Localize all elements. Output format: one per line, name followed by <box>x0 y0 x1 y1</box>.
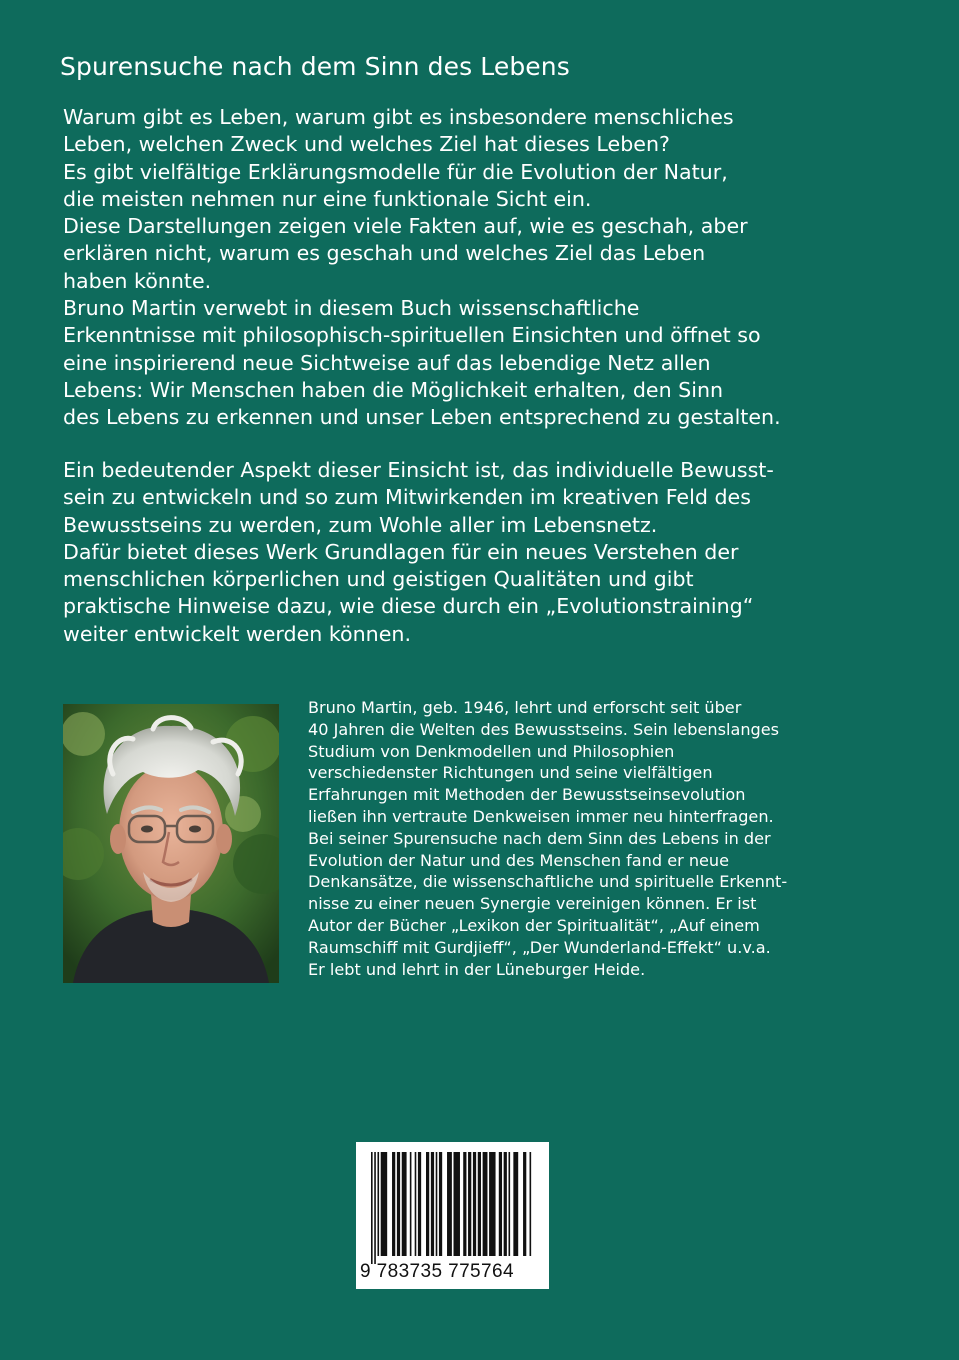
bio-line: ließen ihn vertraute Denkweisen immer neu hinterfragen. <box>308 806 774 826</box>
barcode-bar <box>381 1152 387 1256</box>
barcode-bar <box>504 1152 507 1256</box>
barcode-bar <box>410 1152 412 1256</box>
bio-line: Bei seiner Spurensuche nach dem Sinn des Lebens in der <box>308 828 771 848</box>
barcode-guard-bar <box>371 1152 373 1264</box>
blurb-line: sein zu entwickeln und so zum Mitwirkenden im kreativen Feld des <box>63 485 751 510</box>
barcode-bar <box>426 1152 429 1256</box>
author-bio <box>308 697 848 980</box>
blurb-line: Diese Darstellungen zeigen viele Fakten auf, wie es geschah, aber <box>63 214 748 239</box>
bio-line: 40 Jahren die Welten des Bewusstseins. Sein lebenslanges <box>308 719 780 739</box>
isbn-number: 9 783735 775764 <box>360 1261 514 1282</box>
barcode-bar <box>418 1152 421 1256</box>
barcode-bar <box>513 1152 518 1256</box>
blurb-paragraph-1 <box>63 104 863 432</box>
bio-line: verschiedenster Richtungen und seine vielfältigen <box>308 763 713 783</box>
barcode-bar <box>473 1152 476 1256</box>
barcode-bar <box>439 1152 442 1256</box>
barcode-bar <box>499 1152 502 1256</box>
author-photo <box>63 704 279 983</box>
blurb-line: weiter entwickelt werden können. <box>63 621 412 646</box>
blurb-line: Leben, welchen Zweck und welches Ziel hat dieses Leben? <box>63 132 670 157</box>
barcode-bar <box>509 1152 511 1256</box>
barcode-guard-bar <box>374 1152 376 1264</box>
barcode-bar <box>436 1152 438 1256</box>
barcode-bar <box>530 1152 532 1256</box>
blurb-line: Es gibt vielfältige Erklärungsmodelle für die Evolution der Natur, <box>63 159 728 184</box>
barcode-bars <box>371 1152 536 1264</box>
barcode-bar <box>402 1152 407 1256</box>
bio-line: Raumschiff mit Gurdjieff“, „Der Wunderland-Effekt“ u.v.a. <box>308 937 771 957</box>
blurb-line: Bruno Martin verwebt in diesem Buch wissenschaftliche <box>63 296 640 321</box>
barcode-bar <box>377 1152 379 1256</box>
blurb-line: Dafür bietet dieses Werk Grundlagen für ein neues Verstehen der <box>63 539 739 564</box>
blurb-line: praktische Hinweise dazu, wie diese durch ein „Evolutionstraining“ <box>63 594 754 619</box>
bio-line: Evolution der Natur und des Menschen fand er neue <box>308 850 730 870</box>
barcode-bar <box>415 1152 417 1256</box>
barcode-bar <box>478 1152 481 1256</box>
barcode-bar <box>397 1152 400 1256</box>
blurb-line: menschlichen körperlichen und geistigen Qualitäten und gibt <box>63 567 694 592</box>
blurb-paragraph-2 <box>63 457 863 648</box>
barcode-bar <box>392 1152 395 1256</box>
barcode-bar <box>483 1152 488 1256</box>
barcode-bar <box>468 1152 471 1256</box>
barcode-bar <box>431 1152 434 1256</box>
barcode-bar <box>454 1152 460 1256</box>
blurb-line: Lebens: Wir Menschen haben die Möglichkeit erhalten, den Sinn <box>63 377 724 402</box>
barcode-bar <box>489 1152 495 1256</box>
blurb-line: eine inspirierend neue Sichtweise auf das lebendige Netz allen <box>63 350 711 375</box>
blurb-line: Ein bedeutender Aspekt dieser Einsicht ist, das individuelle Bewusst- <box>63 458 774 482</box>
blurb-line: haben könnte. <box>63 268 212 293</box>
bio-line: Er lebt und lehrt in der Lüneburger Heide. <box>308 959 646 979</box>
isbn-barcode <box>356 1142 549 1289</box>
bio-line: Bruno Martin, geb. 1946, lehrt und erforscht seit über <box>308 698 742 717</box>
blurb-line: die meisten nehmen nur eine funktionale Sicht ein. <box>63 186 592 211</box>
bio-line: Erfahrungen mit Methoden der Bewusstseinsevolution <box>308 785 746 805</box>
bio-line: nisse zu einer neuen Synergie vereinigen können. Er ist <box>308 894 757 914</box>
blurb-line: Warum gibt es Leben, warum gibt es insbesondere menschliches <box>63 105 734 129</box>
bio-line: Autor der Bücher „Lexikon der Spiritualität“, „Auf einem <box>308 915 760 935</box>
barcode-bar <box>447 1152 452 1256</box>
blurb-line: des Lebens zu erkennen und unser Leben entsprechend zu gestalten. <box>63 405 781 430</box>
blurb-line: erklären nicht, warum es geschah und welches Ziel das Leben <box>63 241 706 266</box>
bio-line: Studium von Denkmodellen und Philosophien <box>308 741 675 761</box>
barcode-bar <box>463 1152 466 1256</box>
blurb-line: Erkenntnisse mit philosophisch-spirituellen Einsichten und öffnet so <box>63 323 761 348</box>
barcode-bar <box>523 1152 526 1256</box>
blurb-line: Bewusstseins zu werden, zum Wohle aller im Lebensnetz. <box>63 512 658 537</box>
bio-line: Denkansätze, die wissenschaftliche und spirituelle Erkennt- <box>308 872 788 892</box>
back-cover-title: Spurensuche nach dem Sinn des Lebens <box>60 52 570 81</box>
